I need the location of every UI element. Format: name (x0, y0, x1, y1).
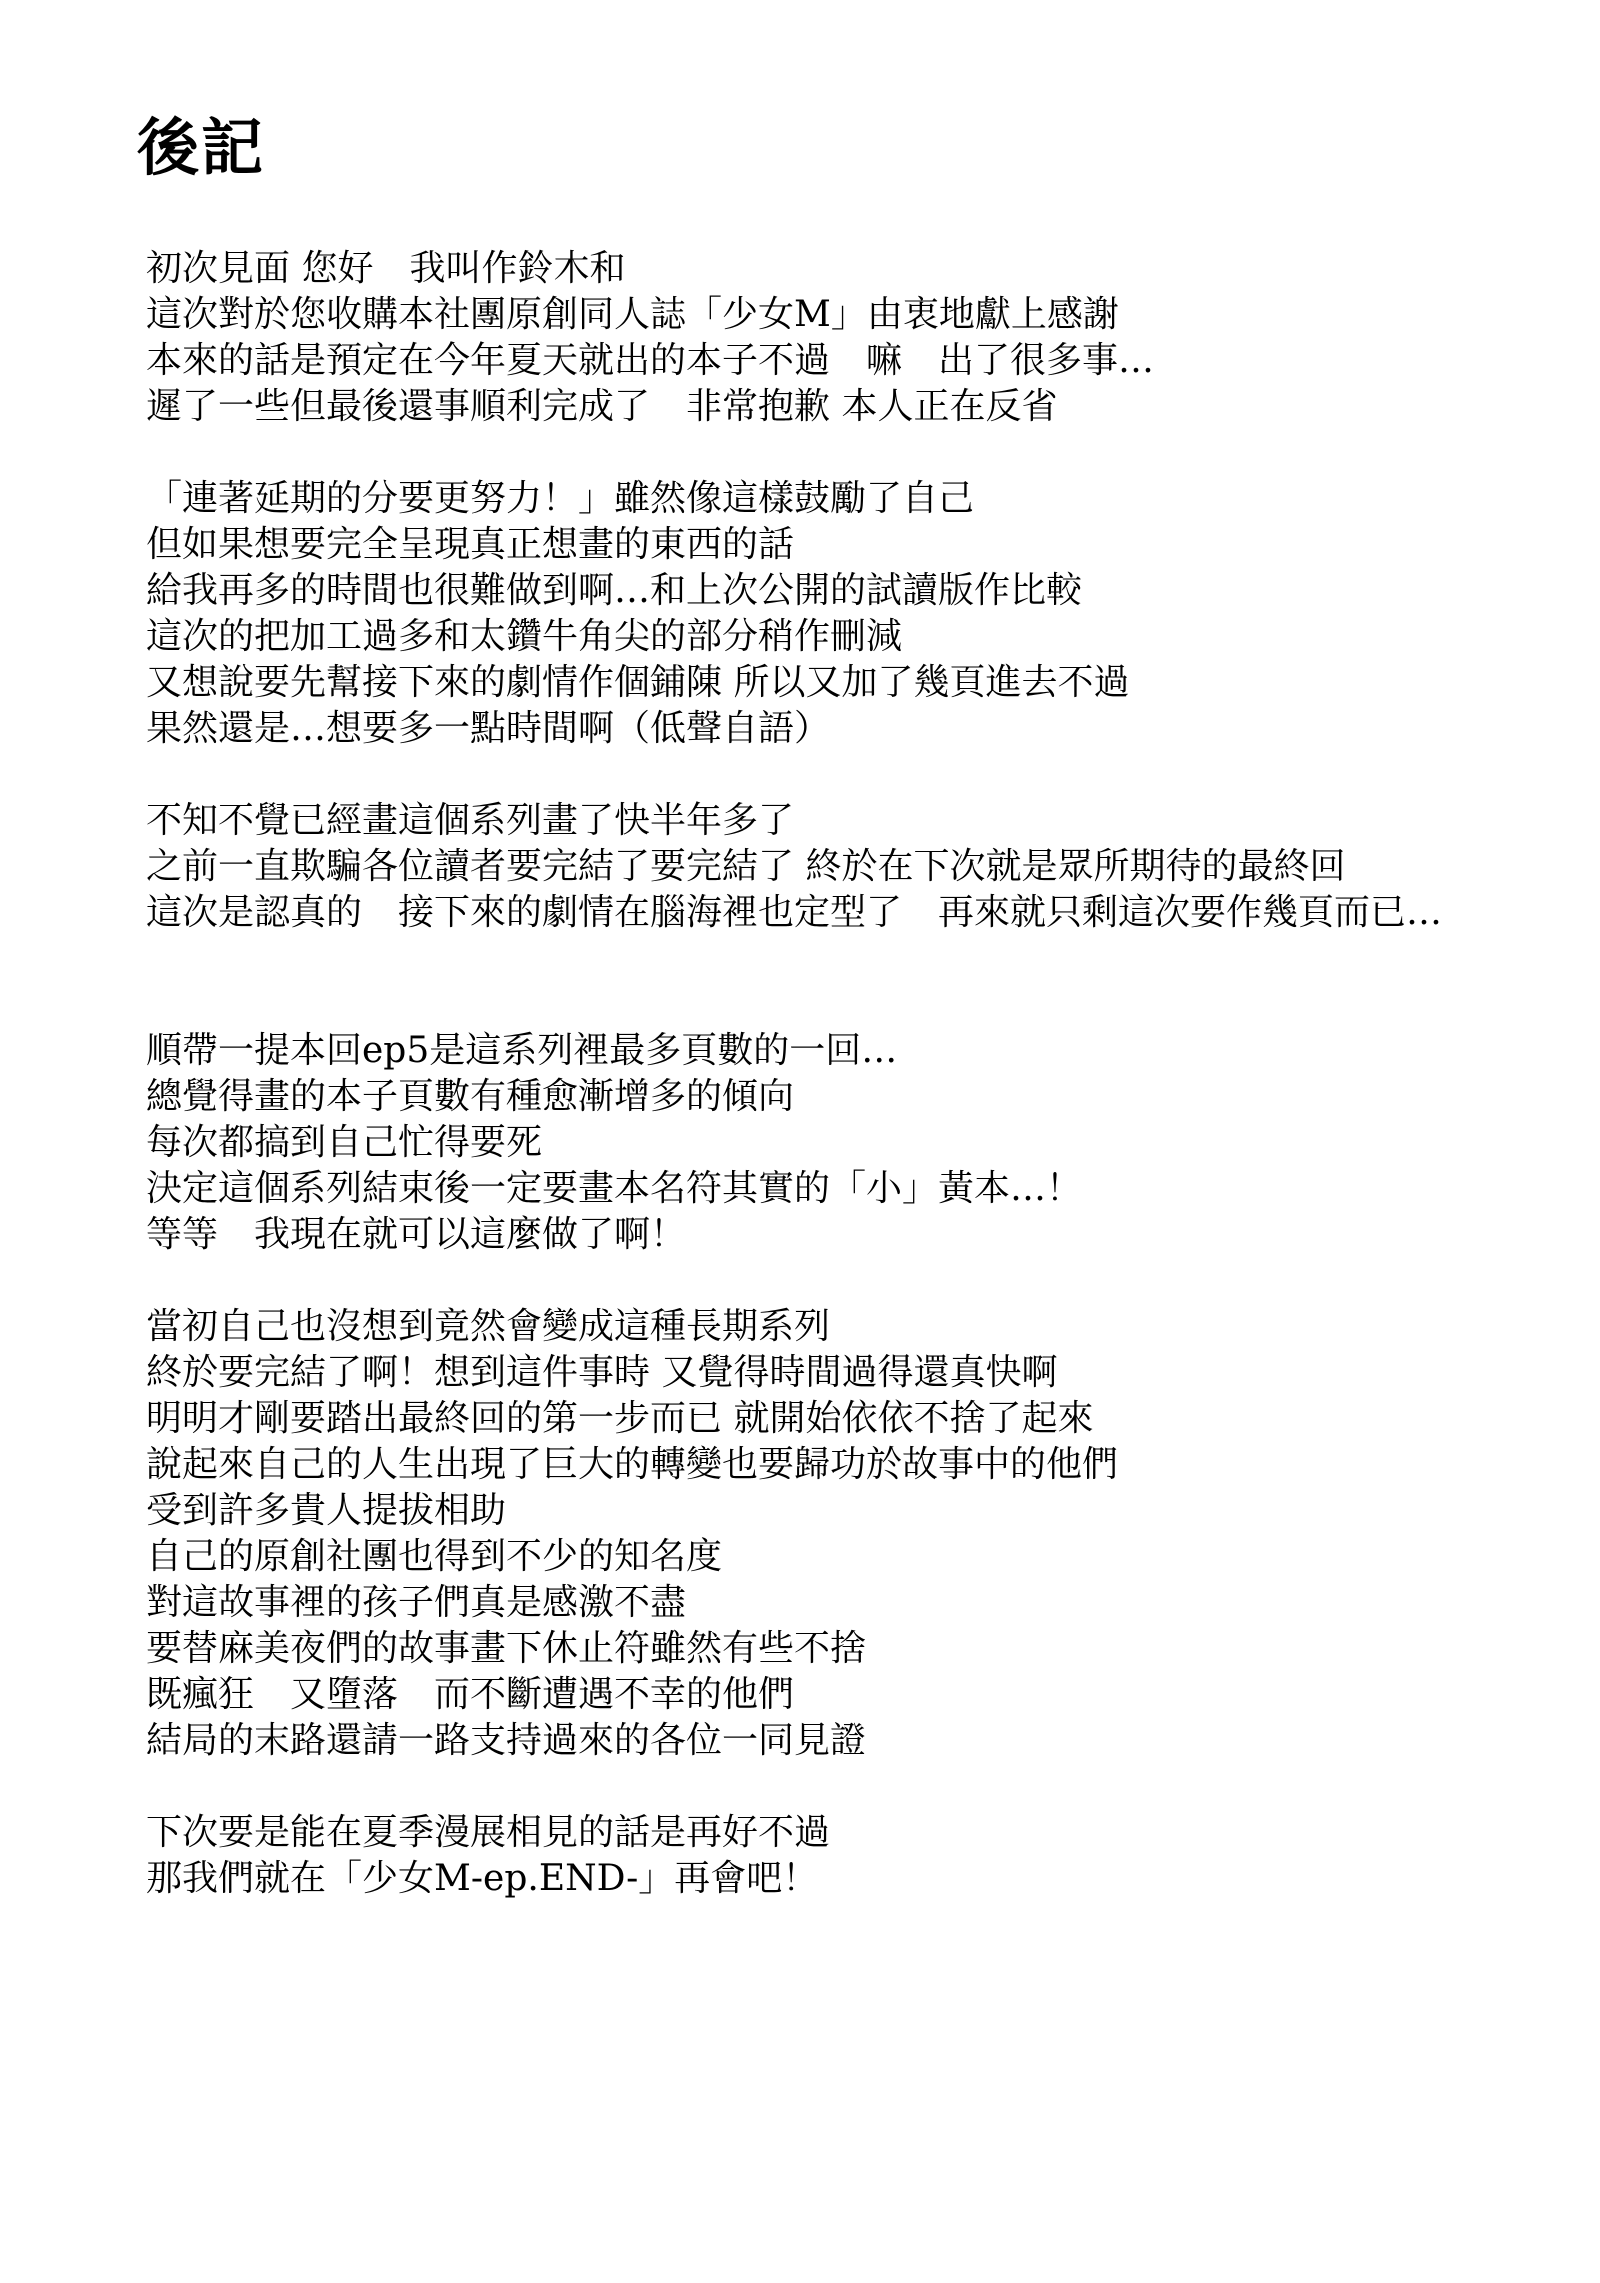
text-line: 決定這個系列結束後一定要畫本名符其實的「小」黃本…！ (146, 1168, 1083, 1209)
text-line: 順帶一提本回ep5是這系列裡最多頁數的一回… (146, 1030, 898, 1071)
text-line: 給我再多的時間也很難做到啊…和上次公開的試讀版作比較 (146, 570, 1083, 611)
text-line: 之前一直欺騙各位讀者要完結了要完結了 終於在下次就是眾所期待的最終回 (146, 846, 1346, 887)
paragraph (146, 798, 1566, 936)
text-line: 對這故事裡的孩子們真是感激不盡 (146, 1582, 687, 1623)
text-line: 遲了一些但最後還事順利完成了 非常抱歉 本人正在反省 (146, 386, 1058, 427)
text-line: 結局的末路還請一路支持過來的各位一同見證 (146, 1720, 867, 1761)
text-line: 果然還是…想要多一點時間啊（低聲自語） (146, 708, 831, 749)
text-line: 又想說要先幫接下來的劇情作個鋪陳 所以又加了幾頁進去不過 (146, 662, 1130, 703)
text-line: 受到許多貴人提拔相助 (146, 1490, 507, 1531)
text-line: 下次要是能在夏季漫展相見的話是再好不過 (146, 1812, 831, 1853)
text-line: 等等 我現在就可以這麼做了啊！ (146, 1214, 687, 1255)
text-line: 每次都搞到自己忙得要死 (146, 1122, 543, 1163)
text-line: 那我們就在「少女M-ep.END-」再會吧！ (146, 1858, 819, 1899)
text-line: 這次對於您收購本社團原創同人誌「少女M」由衷地獻上感謝 (146, 294, 1119, 335)
text-line: 本來的話是預定在今年夏天就出的本子不過 嘛 出了很多事… (146, 340, 1155, 381)
text-line: 初次見面 您好 我叫作鈴木和 (146, 248, 626, 289)
paragraph (146, 1810, 1566, 1902)
text-line: 總覺得畫的本子頁數有種愈漸增多的傾向 (146, 1076, 795, 1117)
paragraph (146, 476, 1566, 752)
paragraph (146, 1028, 1566, 1258)
page-title: 後記 (137, 111, 266, 184)
text-line: 當初自己也沒想到竟然會變成這種長期系列 (146, 1306, 831, 1347)
text-line: 「連著延期的分要更努力！」雖然像這樣鼓勵了自己 (146, 478, 975, 519)
paragraph (146, 246, 1566, 430)
text-line: 不知不覺已經畫這個系列畫了快半年多了 (146, 800, 795, 841)
text-line: 但如果想要完全呈現真正想畫的東西的話 (146, 524, 795, 565)
text-line: 這次是認真的 接下來的劇情在腦海裡也定型了 再來就只剩這次要作幾頁而已… (146, 892, 1443, 933)
text-line: 自己的原創社團也得到不少的知名度 (146, 1536, 723, 1577)
text-line: 終於要完結了啊！想到這件事時 又覺得時間過得還真快啊 (146, 1352, 1058, 1393)
text-line: 既瘋狂 又墮落 而不斷遭遇不幸的他們 (146, 1674, 795, 1715)
text-line: 這次的把加工過多和太鑽牛角尖的部分稍作刪減 (146, 616, 903, 657)
afterword-body (146, 246, 1566, 1948)
text-line: 明明才剛要踏出最終回的第一步而已 就開始依依不捨了起來 (146, 1398, 1094, 1439)
text-line: 要替麻美夜們的故事畫下休止符雖然有些不捨 (146, 1628, 867, 1669)
paragraph (146, 1304, 1566, 1764)
text-line: 說起來自己的人生出現了巨大的轉變也要歸功於故事中的他們 (146, 1444, 1119, 1485)
